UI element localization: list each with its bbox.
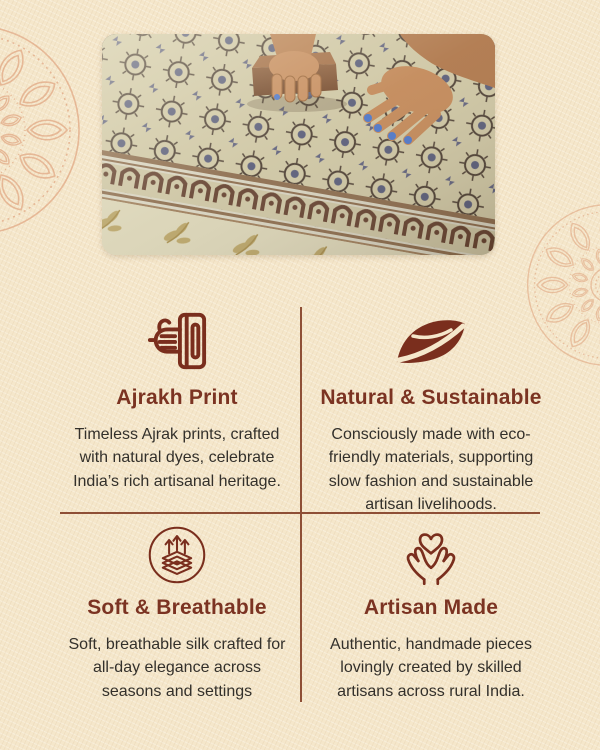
- feature-description: Consciously made with eco-friendly materials, supporting slow fashion and sustainable artisan livelihoods.: [328, 426, 534, 514]
- feature-title: Natural & Sustainable: [320, 386, 542, 409]
- hero-image: [102, 34, 495, 255]
- hero-block-printing-photo: [102, 34, 495, 255]
- feature-description: Soft, breathable silk crafted for all-day elegance across seasons and settings: [68, 636, 286, 700]
- feature-description: Authentic, handmade pieces lovingly created by skilled artisans across rural India.: [330, 636, 532, 700]
- breathable-fabric-icon: [147, 525, 207, 585]
- feature-card-artisan-made: [300, 524, 562, 703]
- feature-card-ajrakh-print: [46, 306, 308, 493]
- hands-holding-heart-icon: [398, 525, 464, 585]
- leaf-icon: [393, 316, 469, 366]
- feature-icon-box: [300, 524, 562, 586]
- feature-card-soft-breathable: [46, 524, 308, 703]
- feature-description: Timeless Ajrak prints, crafted with natural dyes, celebrate India’s rich artisanal heritage.: [73, 426, 281, 490]
- feature-icon-box: [46, 306, 308, 376]
- feature-card-natural-sustainable: [300, 306, 562, 516]
- feature-title: Soft & Breathable: [87, 596, 267, 619]
- feature-title: Ajrakh Print: [116, 386, 238, 409]
- feature-icon-box: [46, 524, 308, 586]
- mandala-ornament-left-icon: [0, 15, 90, 245]
- feature-icon-box: [300, 306, 562, 376]
- feature-title: Artisan Made: [363, 596, 499, 619]
- block-print-stamp-icon: [146, 310, 208, 372]
